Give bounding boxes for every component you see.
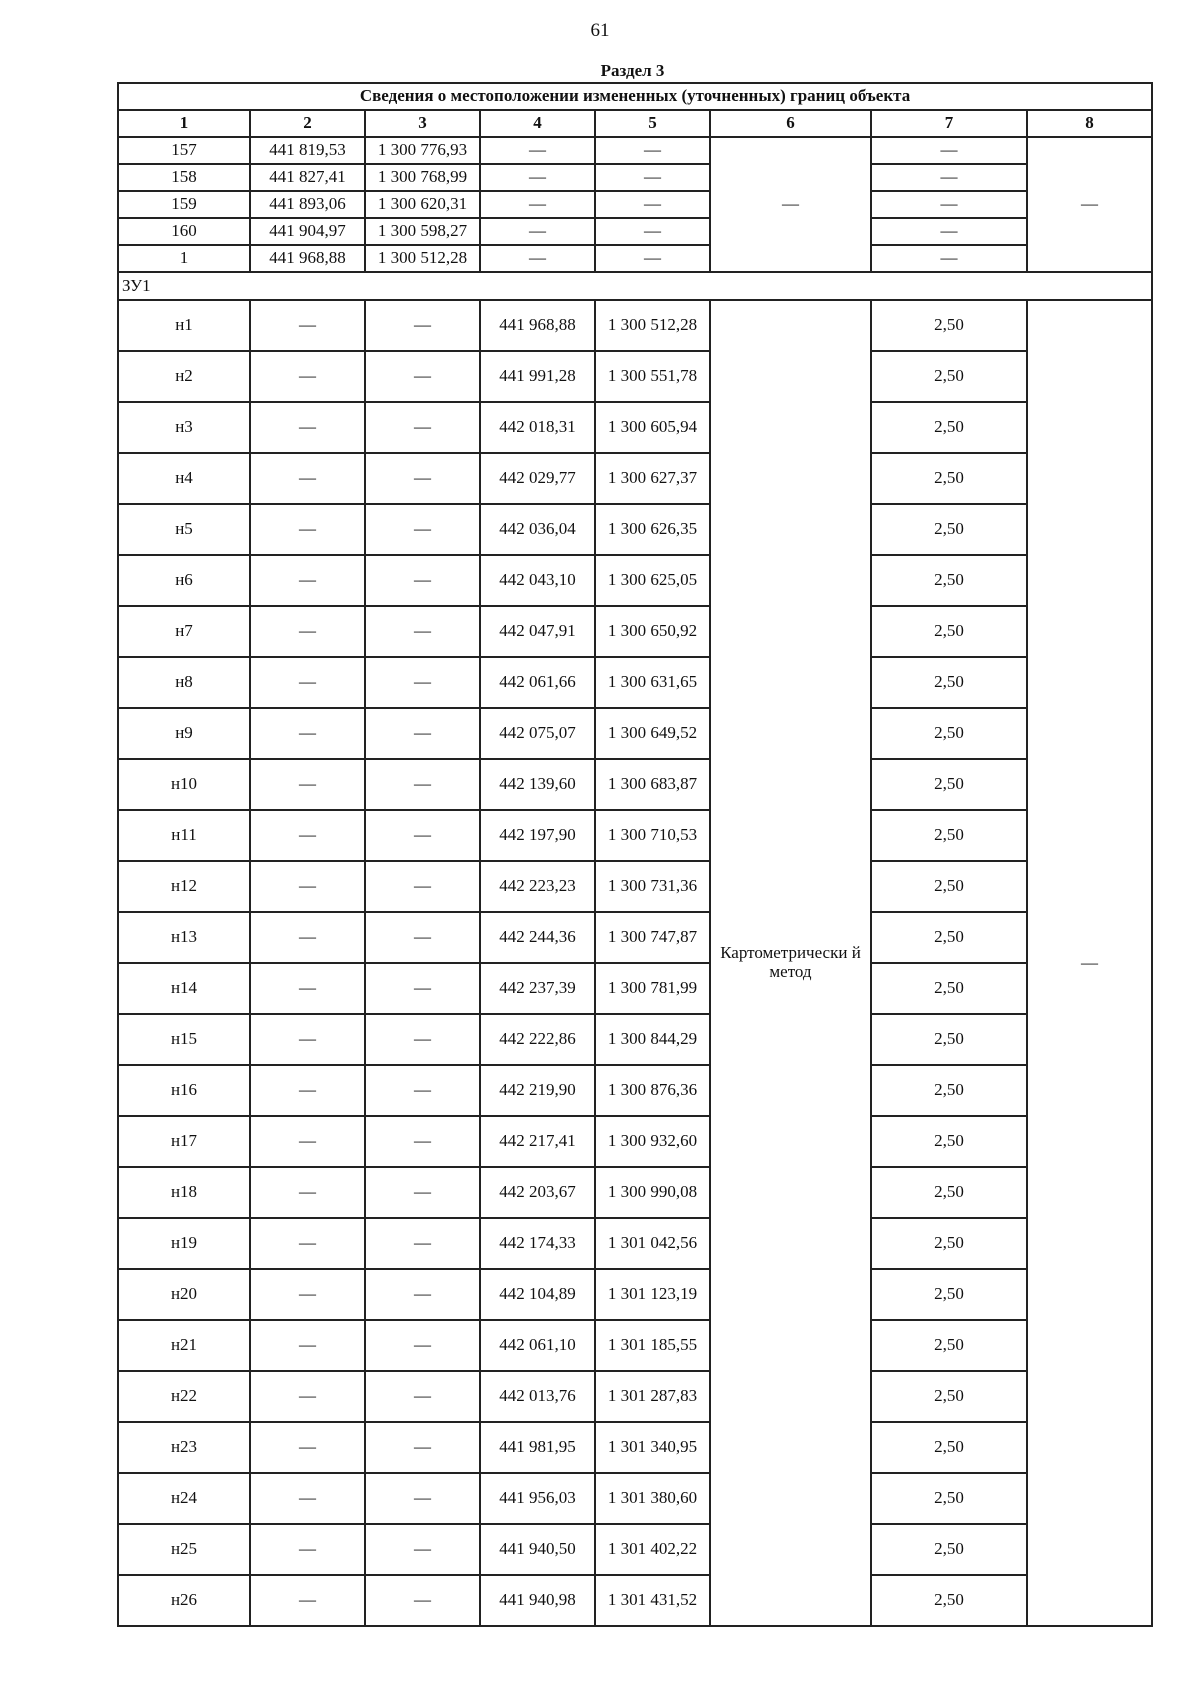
accuracy-cell: 2,50 bbox=[871, 351, 1027, 402]
coord-x-cell: 441 991,28 bbox=[480, 351, 595, 402]
coord-y-cell: 1 300 605,94 bbox=[595, 402, 710, 453]
coord-y-cell: 1 300 990,08 bbox=[595, 1167, 710, 1218]
table-row bbox=[118, 1473, 1152, 1524]
dash-cell: — bbox=[250, 912, 365, 963]
dash-cell: — bbox=[250, 453, 365, 504]
coord-x-cell: 442 223,23 bbox=[480, 861, 595, 912]
coord-y-cell: 1 301 380,60 bbox=[595, 1473, 710, 1524]
coord-x-cell: 441 940,98 bbox=[480, 1575, 595, 1626]
method-cell: — bbox=[710, 137, 871, 272]
point-number-cell: 159 bbox=[118, 191, 250, 218]
dash-cell: — bbox=[365, 810, 480, 861]
parcel-label: ЗУ1 bbox=[118, 272, 1152, 300]
accuracy-cell: 2,50 bbox=[871, 1167, 1027, 1218]
table-row bbox=[118, 300, 1152, 351]
point-number-cell: н6 bbox=[118, 555, 250, 606]
accuracy-cell: 2,50 bbox=[871, 963, 1027, 1014]
description-cell: — bbox=[1027, 137, 1152, 272]
point-number-cell: н18 bbox=[118, 1167, 250, 1218]
dash-cell: — bbox=[595, 218, 710, 245]
coord-x-cell: 442 203,67 bbox=[480, 1167, 595, 1218]
table-row bbox=[118, 1575, 1152, 1626]
point-number-cell: н17 bbox=[118, 1116, 250, 1167]
coord-x-cell: 441 968,88 bbox=[480, 300, 595, 351]
point-number-cell: н11 bbox=[118, 810, 250, 861]
dash-cell: — bbox=[480, 218, 595, 245]
point-number-cell: 1 bbox=[118, 245, 250, 272]
accuracy-cell: 2,50 bbox=[871, 1473, 1027, 1524]
point-number-cell: н13 bbox=[118, 912, 250, 963]
coord-y-cell: 1 300 876,36 bbox=[595, 1065, 710, 1116]
coord-y-cell: 1 300 512,28 bbox=[365, 245, 480, 272]
dash-cell: — bbox=[250, 555, 365, 606]
accuracy-cell: 2,50 bbox=[871, 1371, 1027, 1422]
dash-cell: — bbox=[250, 1524, 365, 1575]
dash-cell: — bbox=[365, 504, 480, 555]
dash-cell: — bbox=[480, 191, 595, 218]
dash-cell: — bbox=[365, 912, 480, 963]
table-row bbox=[118, 555, 1152, 606]
dash-cell: — bbox=[250, 810, 365, 861]
point-number-cell: н9 bbox=[118, 708, 250, 759]
column-header: 7 bbox=[871, 110, 1027, 137]
accuracy-cell: 2,50 bbox=[871, 555, 1027, 606]
table-row bbox=[118, 218, 1152, 245]
coord-x-cell: 442 061,66 bbox=[480, 657, 595, 708]
dash-cell: — bbox=[250, 1014, 365, 1065]
point-number-cell: 160 bbox=[118, 218, 250, 245]
table-row bbox=[118, 402, 1152, 453]
dash-cell: — bbox=[365, 963, 480, 1014]
table-row bbox=[118, 1269, 1152, 1320]
column-header: 8 bbox=[1027, 110, 1152, 137]
coord-x-cell: 441 940,50 bbox=[480, 1524, 595, 1575]
accuracy-cell: 2,50 bbox=[871, 1524, 1027, 1575]
dash-cell: — bbox=[250, 1422, 365, 1473]
coord-y-cell: 1 300 650,92 bbox=[595, 606, 710, 657]
dash-cell: — bbox=[250, 1371, 365, 1422]
point-number-cell: 157 bbox=[118, 137, 250, 164]
coord-y-cell: 1 301 340,95 bbox=[595, 1422, 710, 1473]
dash-cell: — bbox=[871, 245, 1027, 272]
accuracy-cell: 2,50 bbox=[871, 504, 1027, 555]
point-number-cell: н12 bbox=[118, 861, 250, 912]
coord-x-cell: 442 104,89 bbox=[480, 1269, 595, 1320]
table-row bbox=[118, 1422, 1152, 1473]
column-header: 5 bbox=[595, 110, 710, 137]
coord-y-cell: 1 300 551,78 bbox=[595, 351, 710, 402]
dash-cell: — bbox=[871, 218, 1027, 245]
dash-cell: — bbox=[365, 1473, 480, 1524]
coord-x-cell: 442 217,41 bbox=[480, 1116, 595, 1167]
point-number-cell: н20 bbox=[118, 1269, 250, 1320]
point-number-cell: н25 bbox=[118, 1524, 250, 1575]
dash-cell: — bbox=[365, 759, 480, 810]
coord-y-cell: 1 300 512,28 bbox=[595, 300, 710, 351]
method-cell: Картометрически й метод bbox=[710, 300, 871, 1626]
dash-cell: — bbox=[250, 1116, 365, 1167]
table-row bbox=[118, 1218, 1152, 1269]
coord-y-cell: 1 300 626,35 bbox=[595, 504, 710, 555]
table-row bbox=[118, 351, 1152, 402]
point-number-cell: н8 bbox=[118, 657, 250, 708]
table-row bbox=[118, 810, 1152, 861]
coord-y-cell: 1 300 844,29 bbox=[595, 1014, 710, 1065]
accuracy-cell: 2,50 bbox=[871, 708, 1027, 759]
table-row bbox=[118, 191, 1152, 218]
coord-x-cell: 442 219,90 bbox=[480, 1065, 595, 1116]
coord-x-cell: 441 968,88 bbox=[250, 245, 365, 272]
coord-y-cell: 1 300 627,37 bbox=[595, 453, 710, 504]
coord-x-cell: 442 036,04 bbox=[480, 504, 595, 555]
dash-cell: — bbox=[250, 1065, 365, 1116]
coord-y-cell: 1 300 710,53 bbox=[595, 810, 710, 861]
accuracy-cell: 2,50 bbox=[871, 810, 1027, 861]
column-header: 1 bbox=[118, 110, 250, 137]
coord-y-cell: 1 300 781,99 bbox=[595, 963, 710, 1014]
coord-y-cell: 1 300 649,52 bbox=[595, 708, 710, 759]
dash-cell: — bbox=[365, 657, 480, 708]
coord-y-cell: 1 300 625,05 bbox=[595, 555, 710, 606]
dash-cell: — bbox=[365, 1269, 480, 1320]
point-number-cell: н16 bbox=[118, 1065, 250, 1116]
dash-cell: — bbox=[365, 555, 480, 606]
parcel-label-row bbox=[118, 272, 1152, 300]
accuracy-cell: 2,50 bbox=[871, 402, 1027, 453]
table-row bbox=[118, 1167, 1152, 1218]
table-title: Сведения о местоположении измененных (уточненных) границ объекта bbox=[118, 83, 1152, 110]
coord-y-cell: 1 301 123,19 bbox=[595, 1269, 710, 1320]
coord-x-cell: 441 904,97 bbox=[250, 218, 365, 245]
dash-cell: — bbox=[250, 1218, 365, 1269]
accuracy-cell: 2,50 bbox=[871, 453, 1027, 504]
dash-cell: — bbox=[365, 1167, 480, 1218]
dash-cell: — bbox=[480, 164, 595, 191]
column-header: 2 bbox=[250, 110, 365, 137]
point-number-cell: н3 bbox=[118, 402, 250, 453]
point-number-cell: н7 bbox=[118, 606, 250, 657]
table-row bbox=[118, 759, 1152, 810]
coord-x-cell: 441 956,03 bbox=[480, 1473, 595, 1524]
table-row bbox=[118, 963, 1152, 1014]
accuracy-cell: 2,50 bbox=[871, 759, 1027, 810]
table-row bbox=[118, 1320, 1152, 1371]
coord-x-cell: 442 061,10 bbox=[480, 1320, 595, 1371]
coord-x-cell: 442 029,77 bbox=[480, 453, 595, 504]
coord-y-cell: 1 300 731,36 bbox=[595, 861, 710, 912]
coord-x-cell: 442 237,39 bbox=[480, 963, 595, 1014]
dash-cell: — bbox=[365, 1524, 480, 1575]
point-number-cell: н22 bbox=[118, 1371, 250, 1422]
accuracy-cell: 2,50 bbox=[871, 1116, 1027, 1167]
dash-cell: — bbox=[871, 191, 1027, 218]
dash-cell: — bbox=[250, 300, 365, 351]
table-row bbox=[118, 137, 1152, 164]
dash-cell: — bbox=[365, 1422, 480, 1473]
coord-x-cell: 442 174,33 bbox=[480, 1218, 595, 1269]
column-header: 6 bbox=[710, 110, 871, 137]
table-row bbox=[118, 504, 1152, 555]
dash-cell: — bbox=[365, 1014, 480, 1065]
table-row bbox=[118, 453, 1152, 504]
table-row bbox=[118, 708, 1152, 759]
table-row bbox=[118, 1371, 1152, 1422]
coord-x-cell: 442 222,86 bbox=[480, 1014, 595, 1065]
coord-y-cell: 1 301 185,55 bbox=[595, 1320, 710, 1371]
coord-y-cell: 1 301 287,83 bbox=[595, 1371, 710, 1422]
dash-cell: — bbox=[595, 245, 710, 272]
dash-cell: — bbox=[365, 1218, 480, 1269]
dash-cell: — bbox=[365, 606, 480, 657]
coord-x-cell: 441 827,41 bbox=[250, 164, 365, 191]
coord-x-cell: 441 819,53 bbox=[250, 137, 365, 164]
point-number-cell: н24 bbox=[118, 1473, 250, 1524]
point-number-cell: н1 bbox=[118, 300, 250, 351]
point-number-cell: 158 bbox=[118, 164, 250, 191]
dash-cell: — bbox=[250, 402, 365, 453]
accuracy-cell: 2,50 bbox=[871, 1422, 1027, 1473]
dash-cell: — bbox=[365, 1065, 480, 1116]
dash-cell: — bbox=[871, 137, 1027, 164]
dash-cell: — bbox=[595, 164, 710, 191]
dash-cell: — bbox=[595, 137, 710, 164]
dash-cell: — bbox=[365, 1116, 480, 1167]
table-row bbox=[118, 1116, 1152, 1167]
table-row bbox=[118, 1524, 1152, 1575]
column-header: 3 bbox=[365, 110, 480, 137]
dash-cell: — bbox=[250, 1269, 365, 1320]
point-number-cell: н14 bbox=[118, 963, 250, 1014]
accuracy-cell: 2,50 bbox=[871, 1218, 1027, 1269]
coord-y-cell: 1 300 932,60 bbox=[595, 1116, 710, 1167]
coord-x-cell: 441 893,06 bbox=[250, 191, 365, 218]
accuracy-cell: 2,50 bbox=[871, 606, 1027, 657]
accuracy-cell: 2,50 bbox=[871, 912, 1027, 963]
dash-cell: — bbox=[250, 1473, 365, 1524]
coord-x-cell: 442 043,10 bbox=[480, 555, 595, 606]
dash-cell: — bbox=[480, 137, 595, 164]
table-row bbox=[118, 912, 1152, 963]
coord-x-cell: 442 197,90 bbox=[480, 810, 595, 861]
point-number-cell: н21 bbox=[118, 1320, 250, 1371]
coord-y-cell: 1 300 598,27 bbox=[365, 218, 480, 245]
dash-cell: — bbox=[365, 1575, 480, 1626]
dash-cell: — bbox=[250, 351, 365, 402]
dash-cell: — bbox=[250, 708, 365, 759]
dash-cell: — bbox=[365, 861, 480, 912]
dash-cell: — bbox=[480, 245, 595, 272]
table-row bbox=[118, 657, 1152, 708]
dash-cell: — bbox=[365, 1320, 480, 1371]
point-number-cell: н5 bbox=[118, 504, 250, 555]
coord-x-cell: 442 047,91 bbox=[480, 606, 595, 657]
dash-cell: — bbox=[250, 861, 365, 912]
point-number-cell: н23 bbox=[118, 1422, 250, 1473]
dash-cell: — bbox=[595, 191, 710, 218]
dash-cell: — bbox=[365, 453, 480, 504]
description-cell: — bbox=[1027, 300, 1152, 1626]
point-number-cell: н2 bbox=[118, 351, 250, 402]
dash-cell: — bbox=[365, 1371, 480, 1422]
dash-cell: — bbox=[250, 606, 365, 657]
coord-x-cell: 442 013,76 bbox=[480, 1371, 595, 1422]
dash-cell: — bbox=[250, 1575, 365, 1626]
coord-x-cell: 442 244,36 bbox=[480, 912, 595, 963]
accuracy-cell: 2,50 bbox=[871, 300, 1027, 351]
dash-cell: — bbox=[365, 300, 480, 351]
accuracy-cell: 2,50 bbox=[871, 657, 1027, 708]
page-number: 61 bbox=[590, 20, 610, 41]
boundary-table bbox=[117, 82, 1153, 1627]
dash-cell: — bbox=[250, 759, 365, 810]
point-number-cell: н4 bbox=[118, 453, 250, 504]
coord-y-cell: 1 301 042,56 bbox=[595, 1218, 710, 1269]
coord-x-cell: 442 018,31 bbox=[480, 402, 595, 453]
column-header: 4 bbox=[480, 110, 595, 137]
accuracy-cell: 2,50 bbox=[871, 1320, 1027, 1371]
coord-y-cell: 1 300 683,87 bbox=[595, 759, 710, 810]
dash-cell: — bbox=[250, 657, 365, 708]
coord-x-cell: 441 981,95 bbox=[480, 1422, 595, 1473]
coord-x-cell: 442 075,07 bbox=[480, 708, 595, 759]
coord-y-cell: 1 301 431,52 bbox=[595, 1575, 710, 1626]
accuracy-cell: 2,50 bbox=[871, 861, 1027, 912]
point-number-cell: н19 bbox=[118, 1218, 250, 1269]
coord-y-cell: 1 300 620,31 bbox=[365, 191, 480, 218]
table-row bbox=[118, 164, 1152, 191]
dash-cell: — bbox=[250, 963, 365, 1014]
accuracy-cell: 2,50 bbox=[871, 1269, 1027, 1320]
point-number-cell: н15 bbox=[118, 1014, 250, 1065]
dash-cell: — bbox=[365, 708, 480, 759]
section-title: Раздел 3 bbox=[600, 61, 665, 80]
accuracy-cell: 2,50 bbox=[871, 1014, 1027, 1065]
coord-y-cell: 1 300 768,99 bbox=[365, 164, 480, 191]
coord-x-cell: 442 139,60 bbox=[480, 759, 595, 810]
dash-cell: — bbox=[250, 1320, 365, 1371]
accuracy-cell: 2,50 bbox=[871, 1575, 1027, 1626]
dash-cell: — bbox=[250, 1167, 365, 1218]
dash-cell: — bbox=[871, 164, 1027, 191]
point-number-cell: н26 bbox=[118, 1575, 250, 1626]
table-row bbox=[118, 861, 1152, 912]
table-row bbox=[118, 1014, 1152, 1065]
table-row bbox=[118, 606, 1152, 657]
dash-cell: — bbox=[250, 504, 365, 555]
point-number-cell: н10 bbox=[118, 759, 250, 810]
coord-y-cell: 1 300 631,65 bbox=[595, 657, 710, 708]
dash-cell: — bbox=[365, 402, 480, 453]
table-row bbox=[118, 1065, 1152, 1116]
coord-y-cell: 1 300 776,93 bbox=[365, 137, 480, 164]
coord-y-cell: 1 300 747,87 bbox=[595, 912, 710, 963]
dash-cell: — bbox=[365, 351, 480, 402]
table-row bbox=[118, 245, 1152, 272]
accuracy-cell: 2,50 bbox=[871, 1065, 1027, 1116]
coord-y-cell: 1 301 402,22 bbox=[595, 1524, 710, 1575]
